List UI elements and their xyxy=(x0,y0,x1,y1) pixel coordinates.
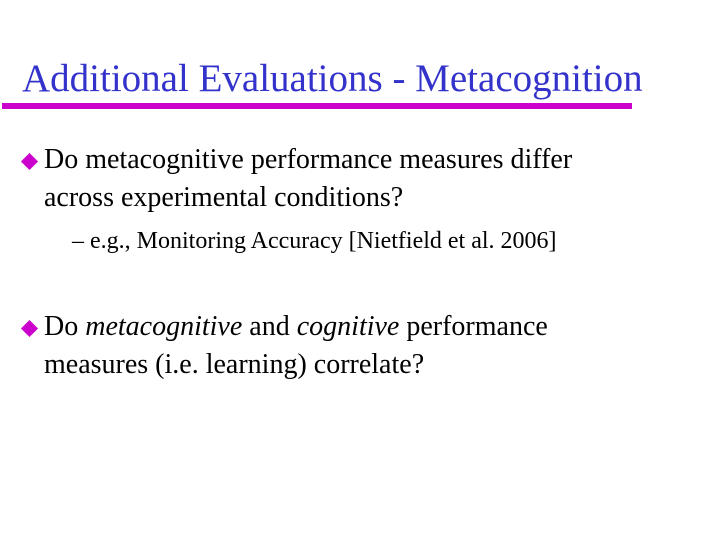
bullet-line-1: Do metacognitive performance measures differ xyxy=(44,144,573,175)
bullet-italic-term-1: metacognitive xyxy=(85,311,243,342)
bullet-item-1 xyxy=(18,141,698,217)
bullet-line-2: measures (i.e. learning) correlate? xyxy=(44,349,425,380)
title-underline xyxy=(2,103,632,109)
bullet-text xyxy=(18,141,698,217)
bullet-middle: and xyxy=(242,311,297,342)
bullet-item-2 xyxy=(18,308,698,384)
diamond-bullet-icon xyxy=(20,319,39,338)
diamond-bullet-icon xyxy=(20,152,39,171)
sub-bullet-item: – e.g., Monitoring Accuracy [Nietfield et al. 2006] xyxy=(72,228,557,254)
bullet-suffix: performance xyxy=(399,311,548,342)
slide-title: Additional Evaluations - Metacognition xyxy=(22,57,643,100)
bullet-prefix: Do xyxy=(44,311,86,342)
bullet-italic-term-2: cognitive xyxy=(296,311,400,342)
bullet-text xyxy=(18,308,698,384)
bullet-line-2: across experimental conditions? xyxy=(44,182,404,213)
